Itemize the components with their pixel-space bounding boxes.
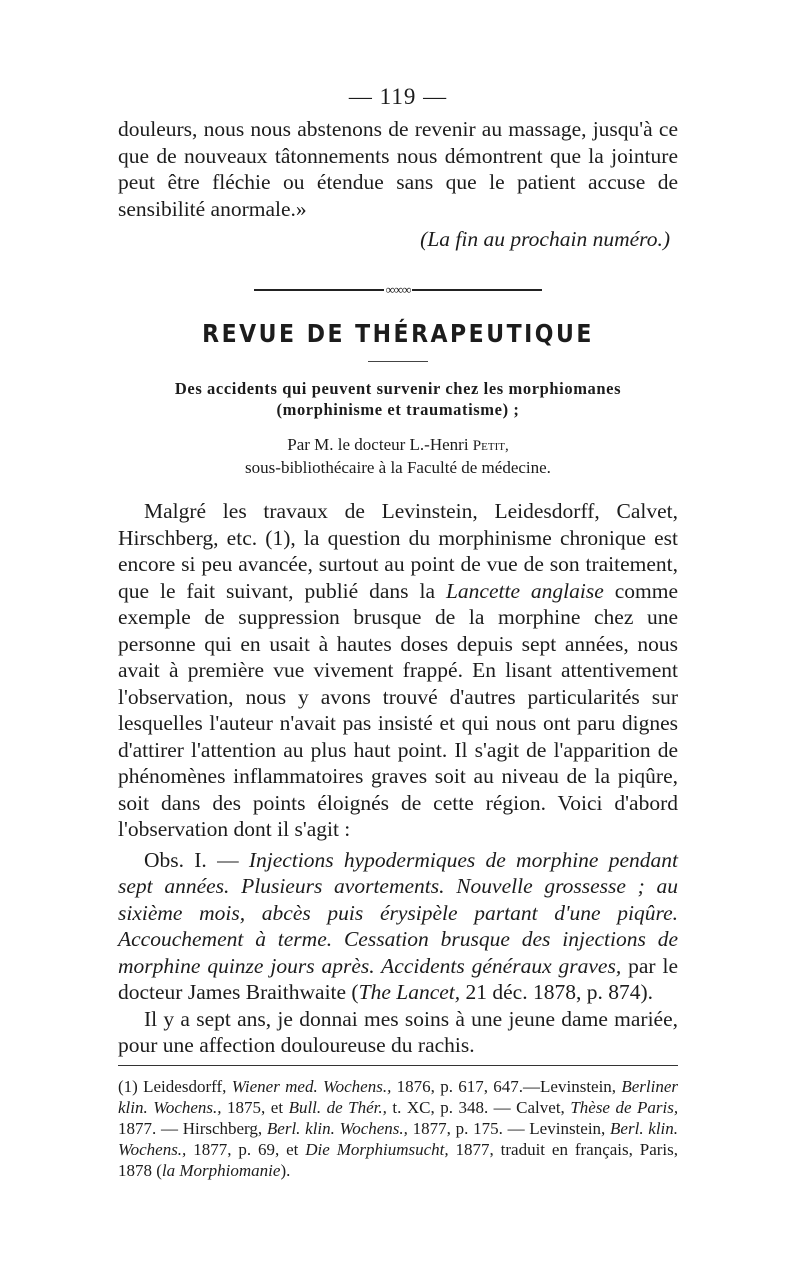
body-paragraph-1	[118, 498, 678, 843]
fn-italic: Berl. klin. Wochens.,	[266, 1118, 408, 1138]
observation-citation: 21 déc. 1878, p. 874).	[465, 980, 654, 1004]
author-name: Petit,	[472, 438, 509, 454]
author-line	[118, 434, 678, 457]
body-paragraph-2: Il y a sept ans, je donnai mes soins à une jeune dame mariée, pour une affection douloureuse du rachis.	[118, 1006, 678, 1057]
fn-italic: Thèse de Paris,	[570, 1097, 679, 1117]
paragraph-1-text-a: Malgré les travaux de Levinstein, Leidesdorff, Calvet, Hirschberg, etc. (1), la question du morphinisme chronique est encore si peu avancée, surtout au point de vue de son traitement, que le fait suivant, publié dans la	[118, 499, 678, 603]
byline	[118, 434, 678, 478]
paragraph-1-italic: Lancette anglaise	[445, 578, 604, 603]
fn-italic: Bull. de Thér.,	[288, 1097, 387, 1117]
short-rule	[368, 361, 428, 362]
to-be-continued-note: (La fin au prochain numéro.)	[420, 227, 670, 251]
paragraph-1-text-b: comme exemple de suppression brusque de la morphine chez une personne qui en usait à hautes doses depuis sept années, nous avait à première vue vivement frappé. En lisant attentivement l'observation, nous y avons trouvé d'autres particularités sur lesquelles l'auteur n'avait pas insisté et qui nous ont paru dignes d'attirer l'attention au plus haut point. Il s'agit de l'apparition de phénomènes inflammatoires graves soit au niveau de la piqûre, soit dans des points éloignés de cette région. Voici d'abord l'observation dont il s'agit :	[118, 578, 679, 841]
fn-part: 1877, p. 175. — Levinstein,	[412, 1118, 606, 1138]
observation-label: Obs. I. —	[144, 847, 239, 872]
article-title-line-1: Des accidents qui peuvent survenir chez les morphiomanes	[174, 379, 622, 398]
fn-italic: la Morphiomanie	[161, 1160, 281, 1180]
fn-italic: Die Morphiumsucht,	[305, 1139, 449, 1159]
fn-part: ).	[280, 1160, 291, 1180]
observation-journal: The Lancet,	[358, 980, 461, 1004]
fn-part: 1877. — Hirschberg,	[118, 1118, 263, 1138]
fn-italic: Berliner klin. Wochens.,	[118, 1076, 679, 1117]
page	[118, 84, 678, 1181]
divider-ornament: ∞∞∞	[385, 282, 411, 297]
footnote	[118, 1076, 678, 1181]
divider-line-left	[254, 289, 384, 291]
article-title	[118, 378, 678, 420]
fn-part: 1877, p. 69, et	[193, 1139, 299, 1159]
fn-part: t. XC, p. 348. — Calvet,	[392, 1097, 565, 1117]
article-title-line-2: (morphinisme et traumatisme) ;	[276, 400, 520, 419]
fn-part: 1876, p. 617, 647.—Levinstein,	[396, 1076, 617, 1096]
observation-source: par le docteur James Braithwaite (	[118, 953, 678, 1004]
fn-part: (1) Leidesdorff,	[118, 1076, 227, 1096]
byline-prefix: Par M. le docteur L.-Henri	[287, 435, 469, 454]
ornamental-divider	[118, 282, 678, 298]
author-affiliation: sous-bibliothécaire à la Faculté de médecine.	[245, 458, 551, 477]
continuation-paragraph: douleurs, nous nous abstenons de revenir au massage, jusqu'à ce que de nouveaux tâtonnements nous démontrent que la jointure peut être fléchie ou étendue sans que le patient accuse de sensibilité anormale.»	[118, 117, 678, 221]
footnote-rule	[118, 1065, 678, 1066]
fn-part: 1877, traduit en français, Paris, 1878 (	[118, 1139, 679, 1180]
observation-title: Injections hypodermiques de morphine pendant sept années. Plusieurs avortements. Nouvelle grossesse ; au sixième mois, abcès puis érysipèle partant d'une piqûre. Accouchement à terme. Cessation brusque des injections de morphine quinze jours après. Accidents généraux graves,	[118, 847, 678, 978]
fn-italic: Wiener med. Wochens.,	[231, 1076, 392, 1096]
page-number: — 119 —	[348, 84, 448, 109]
divider-line-right	[412, 289, 542, 291]
section-title: REVUE DE THÉRAPEUTIQUE	[202, 320, 594, 349]
fn-italic: Berl. klin. Wochens.,	[118, 1118, 679, 1159]
observation-heading	[118, 847, 678, 1006]
fn-part: 1875, et	[227, 1097, 284, 1117]
